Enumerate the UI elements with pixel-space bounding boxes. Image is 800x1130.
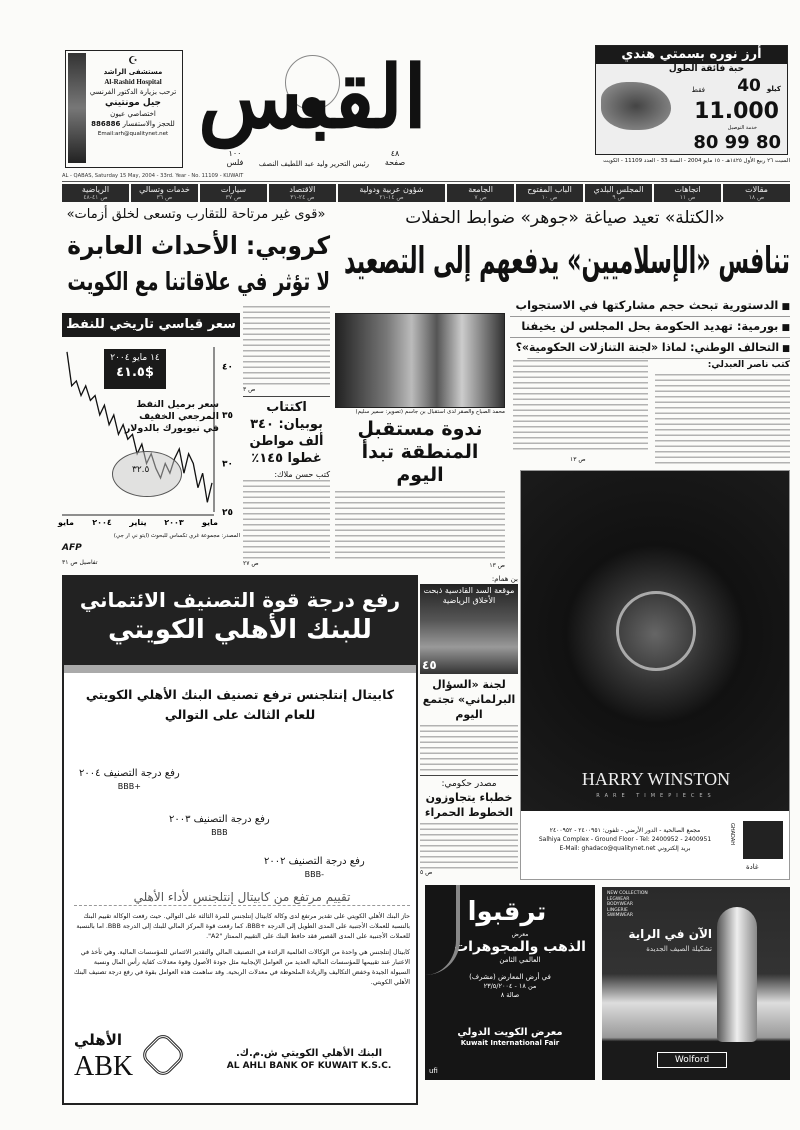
gold-fair-ar: معرض الكويت الدولي bbox=[457, 1027, 563, 1038]
section-link[interactable] bbox=[62, 184, 129, 202]
date-line-en: AL - QABAS, Saturday 15 May, 2004 - 33rd. Year - No. 11109 - KUWAIT bbox=[62, 173, 244, 179]
seminar-ref[interactable]: ص ١٣ bbox=[489, 562, 505, 569]
text[interactable]: ص ٧ bbox=[474, 194, 487, 201]
text[interactable]: الرياضية bbox=[81, 185, 110, 194]
boubyan-ref[interactable]: ص ٢٧ bbox=[243, 560, 259, 567]
x-tick-label: ٢٠٠٤ bbox=[92, 518, 112, 527]
text[interactable]: الجامعة bbox=[468, 185, 493, 194]
rice-weight-unit: كيلو bbox=[766, 85, 781, 93]
watch-address-en: Salhiya Complex - Ground Floor - Tel: 2400952 - 2400951 bbox=[538, 836, 712, 843]
rating-label: رفع درجة التصنيف ٢٠٠٤ bbox=[79, 768, 180, 779]
abk-paragraph-2: كابيتال إنتلجنس هي واحدة من الوكالات العالمية الرائدة في التصنيف المالي والتقدير الائتماني للمؤسسات المالية. وهي تأخذ في الاعتبار عند تقييمها للمؤسسات المالية العديد من العوامل الإيجابية مثل جودة الأصول وقوة معدلات كفاية رأس المال ونسبة السيولة الجيدة وخفض التكاليف والزيادة الملحوظة في معدلات الربحية. وقد ساهمت هذه العوامل بقوة في رفع درجة تصنيف البنك الأهلي الكويتي. bbox=[74, 949, 410, 986]
main-story-byline: كتب ناصر العبدلي: bbox=[707, 360, 790, 370]
bullet-item: ■ بورمية: تهديد الحكومة بحل المجلس لن يخيفنا bbox=[510, 317, 790, 338]
gov-source-headline[interactable]: خطباء يتجاوزون الخطوط الحمراء bbox=[424, 790, 514, 819]
rice-sack-image bbox=[601, 82, 671, 130]
abk-sub-1: كابيتال إنتلجنس ترفع تصنيف البنك الأهلي الكويتي bbox=[85, 687, 395, 702]
text[interactable]: سيارات bbox=[220, 185, 247, 194]
hospital-email: Email:arh@qualitynet.net bbox=[97, 131, 169, 137]
oil-chart-description: سعر برميل النفط المرجعي الخفيف في نيويورك بالدولار bbox=[124, 399, 219, 434]
y-tick-label: ٣٥ bbox=[222, 410, 233, 421]
text: SWIMWEAR bbox=[607, 913, 634, 918]
pages-value: ٤٨ bbox=[390, 149, 400, 158]
price-value: ١٠٠ bbox=[228, 149, 242, 158]
gold-title: ترقبوا bbox=[467, 897, 547, 927]
hospital-booking: للحجز والاستفسار bbox=[122, 120, 175, 128]
date-line-ar: السبت ٢٦ ربيع الأول ١٤٢٥هـ - ١٥ مايو 2004 - السنة 33 - العدد 11109 - الكويت bbox=[603, 158, 790, 164]
hospital-ad-portrait bbox=[68, 53, 86, 163]
boubyan-body bbox=[243, 480, 330, 560]
rice-weight: 40 bbox=[737, 76, 761, 96]
watch-address-ar: مجمع الصالحية - الدور الأرضي - تلفون: ٢٤٠٠٩٥١ - ٢٤٠٠٩٥٢ bbox=[549, 827, 701, 834]
main-story-ref[interactable]: ص ١٣ bbox=[570, 456, 586, 463]
abk-knot-icon bbox=[139, 1031, 187, 1079]
rice-weight-line bbox=[737, 76, 781, 99]
hospital-booking-line bbox=[87, 119, 179, 129]
text[interactable]: الباب المفتوح bbox=[527, 185, 572, 194]
abk-headline-2: للبنك الأهلي الكويتي bbox=[108, 615, 372, 645]
karroubi-headline-line: لا تؤثر في علاقاتنا مع الكويت bbox=[67, 267, 331, 296]
karroubi-boubyan-column bbox=[243, 306, 330, 568]
hospital-ad bbox=[65, 50, 183, 168]
main-story-bullets bbox=[510, 296, 790, 359]
price bbox=[222, 149, 248, 167]
seminar-photo bbox=[335, 313, 505, 408]
text[interactable]: ص ٢٤-٣١ bbox=[290, 194, 315, 201]
text[interactable]: ص ٣٧ bbox=[225, 194, 242, 201]
rice-ad-subtitle: حبة فائقة الطول bbox=[668, 64, 745, 74]
abk-logo-ar: الأهلي bbox=[74, 1031, 123, 1049]
watch-email: E-Mail: ghadaco@qualitynet.net بريد إلكتروني bbox=[559, 845, 691, 852]
abk-paragraph-1: حاز البنك الأهلي الكويتي على تقدير مرتفع لدى وكالة كابيتال إنتلجنس للمرة الثالثة على التوالي. حيث رفعت الوكالة تقييم البنك بالنسبة للعملات الأجنبية على المدى الطويل إلى الدرجة +BBB، كما رفعت قوة المركز المالي للبنك إلى الدرجة BBB. اما بالنسبة للعملات الأجنبية على المدى القصير فقد حافظ البنك على التقييم الممتاز "A2". bbox=[76, 913, 410, 940]
karroubi-ref[interactable]: ص ٣ bbox=[243, 386, 256, 393]
section-link[interactable] bbox=[338, 184, 445, 202]
gold-hall: صالة ٨ bbox=[500, 991, 520, 999]
rating-2002 bbox=[264, 855, 365, 881]
karroubi-headline[interactable] bbox=[62, 228, 330, 300]
text[interactable]: ص ٤١-٤٨ bbox=[83, 194, 108, 201]
wolford-logo: Wolford bbox=[657, 1052, 727, 1068]
text[interactable]: المجلس البلدي bbox=[593, 185, 644, 194]
section-link[interactable] bbox=[654, 184, 721, 202]
wolford-collection bbox=[607, 891, 648, 919]
page-count bbox=[380, 149, 410, 167]
oil-peak-price: ٤١.٥$ bbox=[116, 365, 154, 380]
sports-teaser[interactable] bbox=[420, 584, 518, 674]
text: BODYWEAR bbox=[607, 902, 634, 907]
watch-ad bbox=[520, 470, 790, 880]
text[interactable]: خدمات وتسالي bbox=[139, 185, 190, 194]
x-tick-label: ٢٠٠٣ bbox=[164, 518, 184, 527]
watch-dial-icon bbox=[616, 591, 696, 671]
hospital-doctor: جيل مونتيني bbox=[104, 98, 162, 108]
committee-headline[interactable]: لجنة «السؤال البرلماني» تجتمع اليوم bbox=[422, 678, 516, 721]
oil-chart-source: المصدر: مجموعة غري تكساس للبحوث (ايتو ني ار جي) bbox=[113, 533, 240, 539]
main-story-body bbox=[655, 374, 790, 466]
seminar-story bbox=[335, 313, 505, 570]
oil-peak-callout bbox=[104, 349, 166, 389]
section-link[interactable] bbox=[131, 184, 198, 202]
x-tick-label: مايو bbox=[202, 518, 218, 527]
rice-ad-title: أرز نوره بسمتي هندي bbox=[596, 46, 787, 64]
gold-dates: من ١٨ - ٢٣/٥/٢٠٠٤ bbox=[483, 982, 537, 990]
ghadah-vertical: GHADAH bbox=[729, 823, 735, 845]
gold-fair-ad bbox=[425, 885, 595, 1080]
rating-label: رفع درجة التصنيف ٢٠٠٣ bbox=[169, 814, 270, 825]
oil-low-label: ٣٢.٥ bbox=[132, 465, 150, 475]
text: LINGERIE bbox=[607, 907, 628, 913]
sports-headline: موقعة السد القادسية ذبحت الأخلاق الرياضية bbox=[423, 586, 515, 605]
newspaper-logo: القبس bbox=[197, 47, 428, 148]
karroubi-body bbox=[243, 306, 330, 386]
hospital-name-ar: مستشفى الراشد bbox=[103, 68, 163, 76]
rice-phone: 80 99 80 bbox=[693, 132, 781, 153]
abk-bank-en: AL AHLI BANK OF KUWAIT K.S.C. bbox=[226, 1061, 392, 1071]
sections-bar bbox=[62, 184, 790, 202]
rating-grade: BBB+ bbox=[117, 782, 141, 791]
price-unit: فلس bbox=[226, 158, 244, 167]
rice-only: فقط bbox=[691, 86, 705, 94]
bullet-item: ■ التحالف الوطني: لماذا «لجنة التنازلات الحكومية»؟ bbox=[527, 338, 790, 359]
hospital-specialty: اختصاصي عيون bbox=[110, 110, 156, 118]
rating-grade: BBB- bbox=[304, 870, 325, 879]
masthead-logo bbox=[190, 45, 435, 150]
boubyan-byline: كتب حسن ملاك: bbox=[274, 470, 330, 479]
pages-unit: صفحة bbox=[384, 158, 406, 167]
rating-label: رفع درجة التصنيف ٢٠٠٢ bbox=[264, 856, 365, 867]
rating-2004 bbox=[79, 767, 180, 793]
ghadah-logo-block bbox=[743, 821, 783, 859]
x-tick-label: مايو bbox=[58, 518, 74, 527]
main-story-body-2 bbox=[513, 360, 648, 452]
text[interactable]: ص ٩ bbox=[612, 194, 625, 201]
rating-grade: BBB bbox=[211, 828, 228, 837]
gold-sub: العالمي الثامن bbox=[499, 956, 541, 964]
rice-price: 11.000 bbox=[694, 99, 779, 124]
bullet-item: ■ الدستورية تبحث حجم مشاركتها في الاستجواب bbox=[510, 296, 790, 317]
rating-2003 bbox=[169, 813, 270, 839]
abk-rating-banner: تقييم مرتفع من كابيتال إنتلجنس لأداء الأهلي bbox=[74, 889, 410, 906]
gold-venue: في أرض المعارض (مشرف) bbox=[469, 973, 551, 981]
text[interactable]: مقالات bbox=[745, 185, 768, 194]
text: NEW COLLECTION bbox=[607, 891, 648, 896]
section-link[interactable] bbox=[200, 184, 267, 202]
watch-brand: HARRY WINSTON bbox=[581, 769, 731, 789]
hospital-welcome: ترحب بزيارة الدكتور الفرنسي bbox=[89, 88, 177, 96]
gold-fair-en: Kuwait International Fair bbox=[460, 1039, 560, 1047]
rice-delivery: خدمة التوصيل bbox=[727, 125, 757, 131]
afp-logo: AFP bbox=[62, 543, 82, 553]
watch-image bbox=[521, 471, 789, 811]
section-link[interactable] bbox=[447, 184, 514, 202]
text[interactable]: اتجاهات bbox=[674, 185, 701, 194]
karroubi-kicker: «قوى غير مرتاحة للتقارب وتسعى لخلق أزمات» bbox=[66, 207, 326, 222]
abk-text-block bbox=[74, 889, 410, 1027]
wolford-ad bbox=[602, 887, 790, 1080]
boubyan-headline[interactable]: اكتتاب بوبيان: ٣٤٠ ألف مواطن غطوا ١٤٥٪ bbox=[243, 396, 330, 467]
text[interactable]: ص ١٤-٢١ bbox=[379, 194, 404, 201]
editor-in-chief: رئيس التحرير وليد عبد اللطيف النصف bbox=[258, 160, 370, 168]
hospital-name-en: Al-Rashid Hospital bbox=[104, 78, 162, 86]
abk-headline-1: رفع درجة قوة التصنيف الائتماني bbox=[79, 588, 401, 612]
gold-pre: معرض bbox=[511, 931, 529, 938]
main-story-kicker: «الكتلة» تعيد صياغة «جوهر» ضوابط الحفلات bbox=[405, 208, 725, 228]
abk-sub-2: للعام الثالث على التوالي bbox=[164, 707, 316, 722]
ufi-logo: ufi bbox=[429, 1067, 438, 1075]
text[interactable]: ص ١٨ bbox=[748, 194, 765, 201]
abk-bank-name bbox=[214, 1047, 404, 1072]
abk-ad bbox=[62, 575, 418, 1105]
ghadah-logo-ar: غادة bbox=[746, 863, 759, 871]
abk-bank-ar: البنك الأهلي الكويتي ش.م.ك. bbox=[235, 1048, 383, 1059]
gold-name: الذهب والمجوهرات bbox=[454, 939, 586, 955]
seminar-headline[interactable]: ندوة مستقبل المنطقة تبدأ اليوم bbox=[357, 418, 483, 486]
abk-logo-en: ABK bbox=[74, 1051, 134, 1082]
section-link[interactable] bbox=[723, 184, 790, 202]
karroubi-headline-line: كروبي: الأحداث العابرة bbox=[67, 231, 331, 260]
section-link[interactable] bbox=[585, 184, 652, 202]
seminar-photo-caption: محمد الصباح والصقر لدى استقبال بن جاسم (تصوير: سمير سليم) bbox=[355, 409, 505, 415]
masthead-rule bbox=[62, 181, 790, 182]
y-tick-label: ٤٠ bbox=[222, 362, 233, 373]
text[interactable]: ص ١٠ bbox=[541, 194, 558, 201]
y-tick-label: ٢٥ bbox=[222, 508, 233, 518]
text: LEGWEAR bbox=[607, 896, 630, 902]
model-figure-image bbox=[717, 907, 757, 1042]
hospital-logo-icon: ☪ bbox=[128, 54, 138, 67]
watch-tagline: RARE TIMEPIECES bbox=[596, 793, 716, 799]
text[interactable]: شؤون عربية ودولية bbox=[359, 185, 424, 194]
wolford-sub: تشكيلة الصيف الجديدة bbox=[646, 945, 712, 953]
text[interactable]: ص ١١ bbox=[679, 194, 696, 201]
main-story-headline[interactable]: تنافس «الإسلاميين» يدفعهم إلى التصعيد bbox=[343, 239, 790, 282]
oil-chart bbox=[58, 313, 240, 570]
oil-peak-date: ١٤ مايو ٢٠٠٤ bbox=[110, 353, 160, 363]
oil-chart-title: سعر قياسي تاريخي للنفط bbox=[62, 313, 240, 337]
y-tick-label: ٣٠ bbox=[222, 459, 233, 470]
hospital-phone: 886886 bbox=[91, 120, 121, 128]
gov-source-body bbox=[420, 823, 518, 870]
seminar-body bbox=[335, 491, 505, 562]
middle-column bbox=[420, 575, 518, 877]
gov-source-ref[interactable]: ص ٥ bbox=[420, 869, 433, 876]
committee-body bbox=[420, 725, 518, 772]
text[interactable]: الاقتصاد bbox=[289, 185, 316, 194]
oil-details-ref[interactable]: تفاصيل ص ٣١ bbox=[62, 559, 98, 566]
text[interactable]: ص ٣٦ bbox=[156, 194, 173, 201]
sports-kicker: بن همام: bbox=[491, 575, 518, 583]
section-link[interactable] bbox=[269, 184, 336, 202]
abk-ad-banner bbox=[64, 577, 416, 665]
abk-logo bbox=[74, 1032, 184, 1084]
gov-source-kicker: مصدر حكومي: bbox=[420, 775, 518, 790]
section-link[interactable] bbox=[516, 184, 583, 202]
wolford-headline: الآن في الراية bbox=[628, 927, 712, 941]
x-tick-label: يناير bbox=[129, 518, 147, 527]
sports-page: ٤٥ bbox=[422, 658, 437, 672]
watch-address bbox=[526, 826, 724, 853]
rice-ad bbox=[595, 45, 788, 155]
